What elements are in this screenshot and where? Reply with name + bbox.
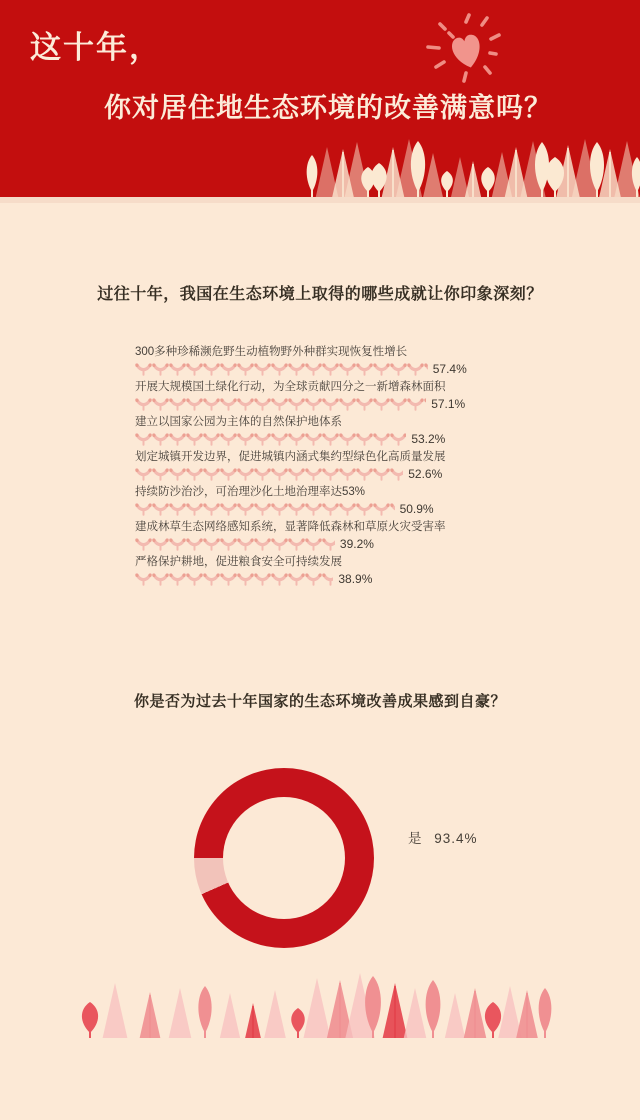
sprout-icon	[424, 396, 426, 411]
sprout-icon	[169, 361, 186, 376]
sprout-icon	[356, 501, 373, 516]
sprout-icon	[152, 571, 169, 586]
sprout-icon	[390, 466, 403, 481]
sprout-icon	[373, 501, 390, 516]
sprout-icon	[254, 361, 271, 376]
tree-icon	[220, 993, 240, 1038]
sprout-icon	[169, 466, 186, 481]
sprout-icon	[288, 431, 305, 446]
bar-value-label: 57.4%	[432, 362, 467, 376]
sprout-icon	[135, 571, 152, 586]
tree-icon	[103, 983, 128, 1038]
sprout-icon	[220, 501, 237, 516]
sprout-icon	[305, 501, 322, 516]
sprout-icon	[135, 466, 152, 481]
sprout-icon	[254, 571, 271, 586]
question-2-title: 你是否为过去十年国家的生态环境改善成果感到自豪？	[133, 693, 506, 710]
sprout-icon	[220, 396, 237, 411]
sprout-icon	[322, 501, 339, 516]
sprout-icon	[288, 361, 305, 376]
bar-value-label: 38.9%	[338, 572, 373, 586]
tree-icon	[464, 988, 487, 1038]
sprout-icon	[237, 361, 254, 376]
tree-icon	[169, 988, 192, 1038]
sprout-icon	[373, 466, 390, 481]
question-1-title: 过往十年，我国在生态环境上取得的哪些成就让你印象深刻？	[97, 286, 543, 303]
sprout-icon	[203, 501, 220, 516]
tree-icon	[426, 980, 441, 1038]
heart-shape	[450, 33, 485, 71]
bar-row	[135, 450, 467, 481]
bar-category-label: 建立以国家公园为主体的自然保护地体系	[135, 416, 342, 428]
sprout-icon	[288, 466, 305, 481]
sprout-icon	[152, 361, 169, 376]
sprout-icon	[254, 536, 271, 551]
sprout-icon	[254, 396, 271, 411]
bar-row	[135, 520, 467, 551]
tree-icon	[445, 993, 465, 1038]
sprout-icon	[271, 466, 288, 481]
bar-icon-strip	[135, 361, 428, 376]
sprout-icon	[356, 466, 373, 481]
bar-category-label: 建成林草生态网络感知系统，显著降低森林和草原火灾受害率	[135, 521, 446, 533]
bar-category-label: 持续防沙治沙，可治理沙化土地治理率达53%	[135, 486, 366, 498]
sprout-icon	[322, 466, 339, 481]
sprout-icon	[305, 571, 322, 586]
sprout-icon	[237, 431, 254, 446]
sprout-icon	[237, 466, 254, 481]
sprout-icon	[356, 396, 373, 411]
bar-icon-strip	[135, 431, 406, 446]
sprout-icon	[339, 466, 356, 481]
sprout-icon	[152, 536, 169, 551]
footer-forest-illustration	[55, 956, 555, 1038]
bar-category-label: 300多种珍稀濒危野生动植物野外种群实现恢复性增长	[135, 346, 408, 358]
tree-icon	[481, 167, 495, 197]
sprout-icon	[169, 501, 186, 516]
sprout-icon	[254, 466, 271, 481]
sprout-icon	[390, 396, 407, 411]
sprout-icon	[373, 396, 390, 411]
tree-icon	[304, 978, 331, 1038]
sprout-icon	[339, 431, 356, 446]
sprout-icon	[135, 396, 152, 411]
sprout-icon	[288, 396, 305, 411]
achievements-bar-chart	[135, 345, 467, 590]
header-title-line2: 你对居住地生态环境的改善满意吗？	[104, 93, 552, 123]
sprout-icon	[135, 361, 152, 376]
sprout-icon	[271, 396, 288, 411]
sprout-icon	[424, 361, 428, 376]
bar-row	[135, 415, 467, 446]
sprout-icon	[203, 466, 220, 481]
header-title-line1: 这十年，	[30, 30, 162, 65]
sprout-icon	[288, 571, 305, 586]
sprout-icon	[271, 501, 288, 516]
sprout-icon	[135, 536, 152, 551]
sprout-icon	[322, 536, 335, 551]
bar-row	[135, 485, 467, 516]
sprout-icon	[186, 361, 203, 376]
tree-icon	[383, 983, 408, 1038]
sprout-icon	[203, 396, 220, 411]
tree-icon	[485, 1002, 501, 1038]
tree-icon	[423, 153, 443, 197]
tree-icon	[198, 986, 211, 1038]
sprout-icon	[322, 361, 339, 376]
header-divider	[0, 197, 640, 203]
tree-icon	[140, 992, 161, 1038]
tree-icon	[82, 1002, 98, 1038]
bar-value-label: 39.2%	[339, 537, 374, 551]
bar-icon-strip	[135, 536, 335, 551]
sprout-icon	[356, 431, 373, 446]
sprout-icon	[373, 361, 390, 376]
sprout-icon	[305, 466, 322, 481]
tree-icon	[539, 988, 552, 1038]
sprout-icon	[186, 431, 203, 446]
sprout-icon	[220, 536, 237, 551]
bar-category-label: 开展大规模国土绿化行动，为全球贡献四分之一新增森林面积	[135, 381, 446, 393]
sprout-icon	[271, 431, 288, 446]
bar-row	[135, 345, 467, 376]
sprout-icon	[271, 536, 288, 551]
tree-icon	[307, 155, 318, 197]
sprout-icon	[322, 571, 333, 586]
sprout-icon	[169, 431, 186, 446]
sprout-icon	[271, 571, 288, 586]
sprout-icon	[305, 536, 322, 551]
bar-icon-strip	[135, 396, 426, 411]
sprout-icon	[186, 571, 203, 586]
sprout-icon	[305, 396, 322, 411]
sprout-icon	[169, 536, 186, 551]
sprout-icon	[288, 536, 305, 551]
sprout-icon	[186, 536, 203, 551]
bar-value-label: 53.2%	[411, 432, 446, 446]
sprout-icon	[152, 431, 169, 446]
sprout-icon	[305, 361, 322, 376]
sprout-icon	[220, 361, 237, 376]
sprout-icon	[152, 396, 169, 411]
sprout-icon	[135, 431, 152, 446]
sprout-icon	[203, 536, 220, 551]
sprout-icon	[169, 571, 186, 586]
sprout-icon	[237, 501, 254, 516]
sprout-icon	[203, 361, 220, 376]
sprout-icon	[254, 501, 271, 516]
sprout-icon	[203, 571, 220, 586]
tree-icon	[465, 161, 481, 197]
sprout-icon	[152, 501, 169, 516]
sprout-icon	[339, 361, 356, 376]
sprout-icon	[220, 431, 237, 446]
sprout-icon	[254, 431, 271, 446]
tree-icon	[516, 990, 538, 1038]
sprout-icon	[390, 361, 407, 376]
sprout-icon	[186, 466, 203, 481]
bar-row	[135, 555, 467, 586]
bar-icon-strip	[135, 466, 403, 481]
donut-legend-label: 是 93.4%	[408, 831, 478, 846]
pride-donut-chart	[194, 768, 374, 948]
sprout-icon	[390, 431, 406, 446]
sprout-icon	[288, 501, 305, 516]
sprout-icon	[237, 536, 254, 551]
sprout-icon	[220, 571, 237, 586]
sprout-icon	[322, 431, 339, 446]
sprout-icon	[407, 361, 424, 376]
header-forest-illustration	[305, 135, 640, 197]
header-banner	[0, 0, 640, 197]
sprout-icon	[373, 431, 390, 446]
tree-icon	[264, 990, 286, 1038]
sprout-icon	[237, 571, 254, 586]
sprout-icon	[152, 466, 169, 481]
sprout-icon	[169, 396, 186, 411]
sprout-icon	[237, 396, 254, 411]
tree-icon	[441, 171, 453, 197]
sprout-icon	[135, 501, 152, 516]
bar-category-label: 严格保护耕地，促进粮食安全可持续发展	[135, 556, 342, 568]
sprout-icon	[407, 396, 424, 411]
bar-value-label: 50.9%	[399, 502, 434, 516]
sprout-icon	[220, 466, 237, 481]
sprout-icon	[203, 431, 220, 446]
tree-icon	[245, 1003, 261, 1038]
tree-icon	[291, 1008, 305, 1038]
sprout-icon	[390, 501, 395, 516]
tree-icon	[404, 988, 427, 1038]
sprout-icon	[322, 396, 339, 411]
sprout-icon	[186, 501, 203, 516]
sprout-icon	[305, 431, 322, 446]
sprout-icon	[186, 396, 203, 411]
sprout-icon	[356, 361, 373, 376]
heart-sun-icon	[425, 12, 510, 87]
sprout-icon	[271, 361, 288, 376]
bar-value-label: 52.6%	[408, 467, 443, 481]
bar-value-label: 57.1%	[431, 397, 466, 411]
bar-row	[135, 380, 467, 411]
bar-icon-strip	[135, 501, 395, 516]
sprout-icon	[339, 501, 356, 516]
sprout-icon	[339, 396, 356, 411]
bar-icon-strip	[135, 571, 333, 586]
bar-category-label: 划定城镇开发边界，促进城镇内涵式集约型绿色化高质量发展	[135, 451, 446, 463]
